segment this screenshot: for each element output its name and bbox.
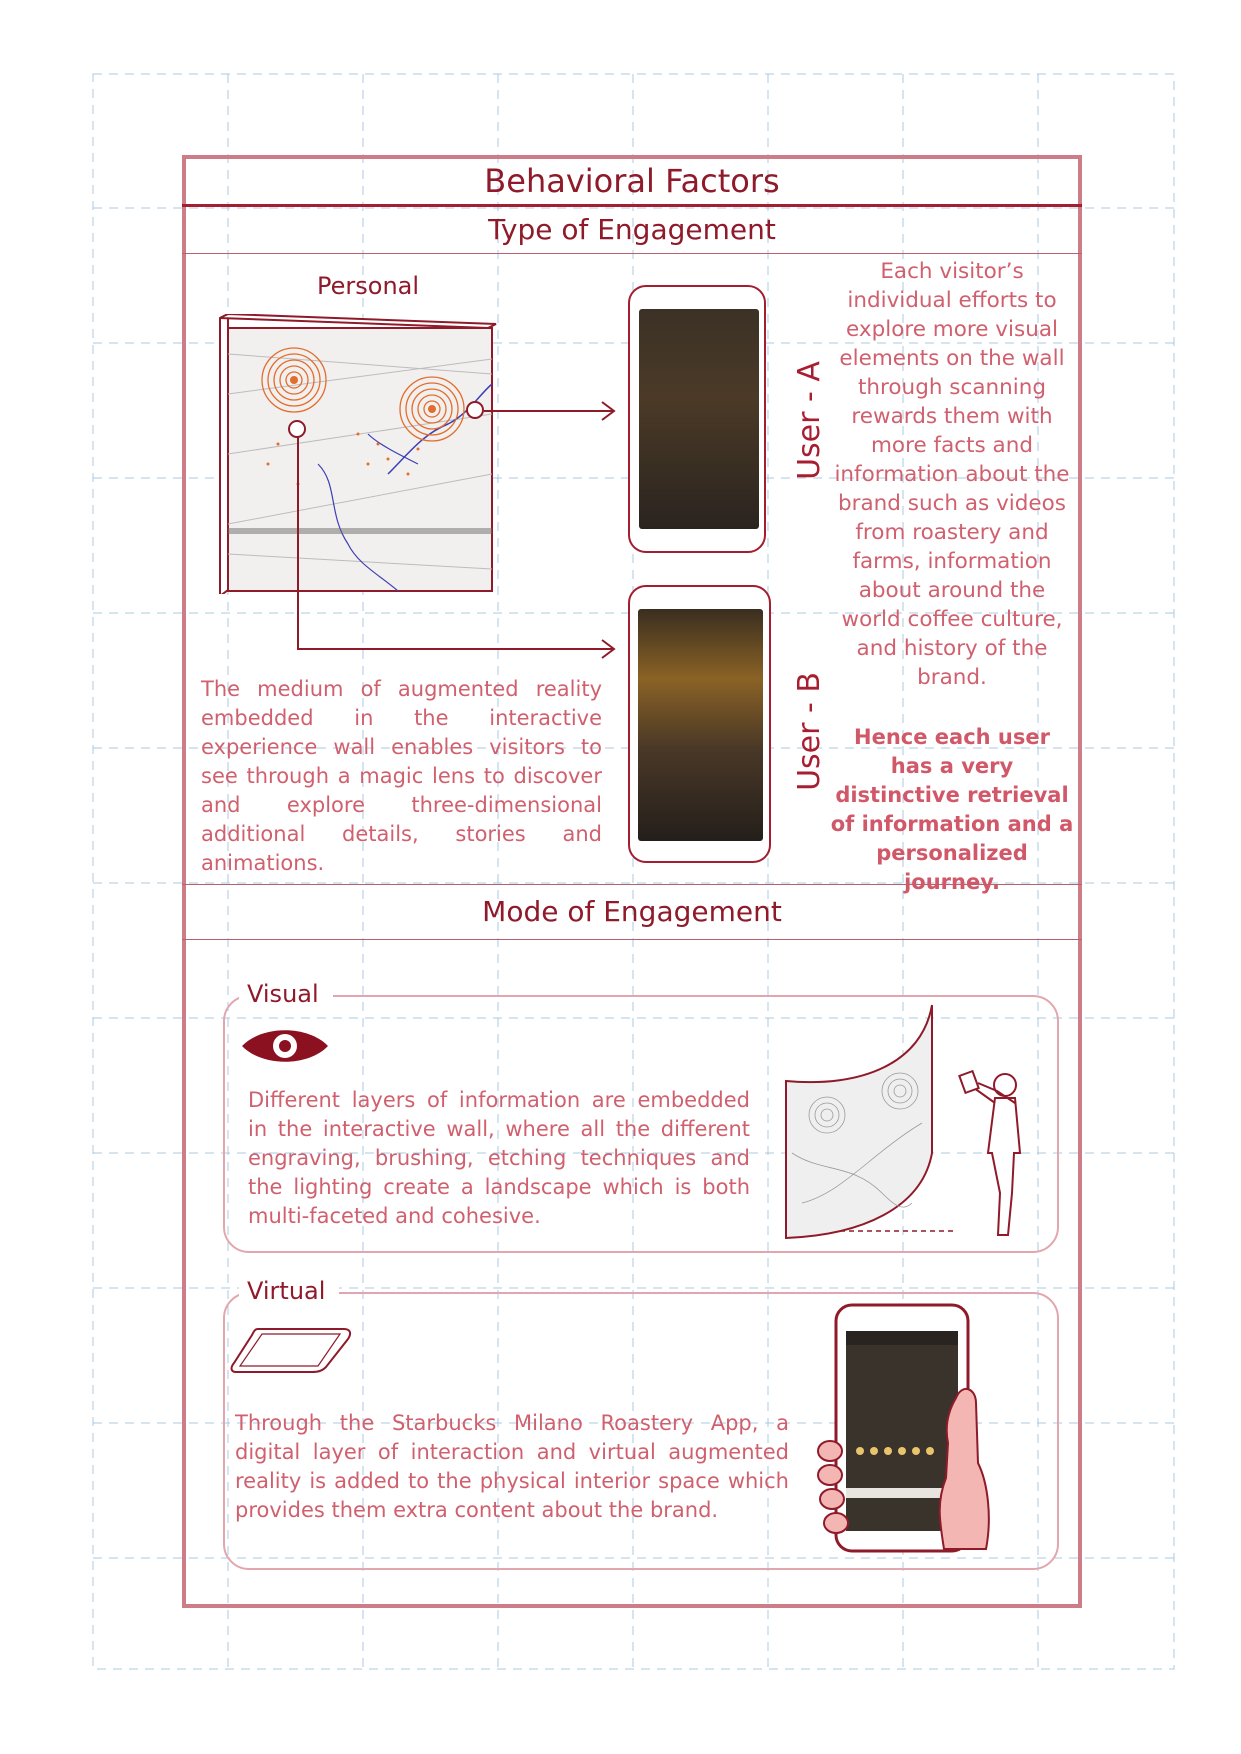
- phone-user-a: [628, 285, 766, 553]
- type-of-engagement-heading: Type of Engagement: [488, 213, 776, 246]
- tablet-icon: [230, 1325, 352, 1375]
- ar-description: The medium of augmented reality embedded in the interactive experience wall enables visitors to see through a magic lens to discover and explore three-dimensional additional details, stories and animations.: [201, 677, 602, 875]
- personal-label: Personal: [317, 272, 420, 300]
- visual-label: Visual: [239, 980, 333, 1008]
- page-title: Behavioral Factors: [484, 162, 780, 200]
- phone-a-screen: [639, 309, 759, 529]
- phone-b-screen: [638, 609, 763, 841]
- visual-description: Different layers of information are embedded in the interactive wall, where all the different engraving, brushing, etching techniques and the lighting create a landscape which is both multi-faceted and cohesive.: [248, 1088, 750, 1228]
- hand-with-phone-illustration: [816, 1303, 1016, 1553]
- phone-user-b: [628, 585, 771, 863]
- virtual-label: Virtual: [239, 1277, 339, 1305]
- user-a-label: User - A: [791, 361, 827, 480]
- virtual-description: Through the Starbucks Milano Roastery App, a digital layer of interaction and virtual augmented reality is added to the physical interior space which provides them extra content about the brand.: [235, 1411, 789, 1522]
- personalized-journey-note: Hence each user has a very distinctive retrieval of information and a personalized journey.: [830, 725, 1074, 894]
- visitor-description: Each visitor’s individual efforts to explore more visual elements on the wall through scanning rewards them with more facts and information about the brand such as videos from roastery and farms, information about around the world coffee culture, and history of the brand.: [834, 259, 1070, 690]
- eye-icon: [240, 1023, 330, 1069]
- curved-wall-illustration: [782, 1003, 1052, 1245]
- mode-of-engagement-heading: Mode of Engagement: [482, 895, 782, 928]
- user-b-label: User - B: [791, 672, 827, 791]
